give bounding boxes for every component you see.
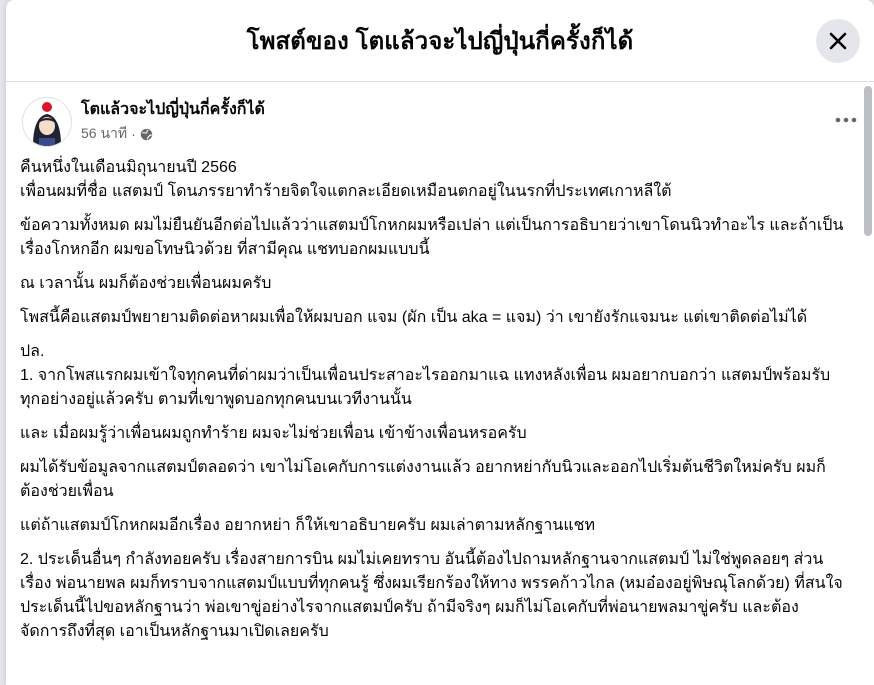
post-text-line: ณ เวลานั้น ผมก็ต้องช่วยเพื่อนผมครับ — [20, 275, 272, 292]
post-paragraph — [20, 272, 844, 296]
post-text-line: 1. จากโพสแรกผมเข้าใจทุกคนที่ด่าผมว่าเป็นเพื่อนประสาอะไรออกมาแฉ แทงหลังเพื่อน ผมอยากบอกว่า แสตมป์พร้อมรับทุกอย่างอยู่แล้วครับ ตามที่เขาพูดบอกทุกคนบนเวทีงานนั้น — [20, 367, 831, 408]
avatar[interactable] — [22, 97, 72, 147]
scrollbar-thumb[interactable] — [864, 86, 872, 236]
post-header — [6, 82, 874, 156]
post-paragraph — [20, 548, 844, 644]
post-author[interactable]: โตแล้วจะไปญี่ปุ่นกี่ครั้งก็ได้ — [81, 101, 265, 118]
post-text-line: 2. ประเด็นอื่นๆ กำลังทอยครับ เรื่องสายการบิน ผมไม่เคยทราบ อันนี้ต้องไปถามหลักฐานจากแสตมป์ ไม่ใช่พูดลอยๆ ส่วนเรื่อง พ่อนายพล ผมก็ทราบจากแสตมป์แบบที่ทุกคนรู้ ซึ่งผมเรียกร้องให้ทาง พรรคก้าวไกล (หมอ๋องอยู่พิษณุโลกด้วย) ที่สนใจประเด็นนี้ไปขอหลักฐานว่า พ่อเขาขู่อย่างไรจากแสตมป์ครับ ถ้ามีจริงๆ ผมก็ไม่โอเคกับที่พ่อนายพลมาขู่ครับ และต้องจัดการถึงที่สุด เอาเป็นหลักฐานมาเปิดเลยครับ — [20, 551, 843, 640]
modal-header — [6, 0, 874, 82]
post-paragraph — [20, 214, 844, 262]
post-scroll-area[interactable] — [6, 82, 874, 685]
post-paragraph — [20, 340, 844, 412]
post-text-line: โพสนี้คือแสตมป์พยายามติดต่อหาผมเพื่อให้ผมบอก แจม (ผัก เป็น aka = แจม) ว่า เขายังรักแจมนะ แต่เขาติดต่อไม่ได้ — [20, 309, 808, 326]
post-paragraph — [20, 156, 844, 204]
meta-separator: · — [131, 126, 136, 142]
post-paragraph — [20, 422, 844, 446]
close-icon — [827, 30, 849, 52]
modal-title: โพสต์ของ โตแล้วจะไปญี่ปุ่นกี่ครั้งก็ได้ — [246, 28, 634, 55]
post-text-line: ผมได้รับข้อมูลจากแสตมป์ตลอดว่า เขาไม่โอเคกับการแต่งงานแล้ว อยากหย่ากับนิวและออกไปเริ่มต้นชีวิตใหม่ครับ ผมก็ต้องช่วยเพื่อน — [20, 459, 826, 500]
post-text-line: ข้อความทั้งหมด ผมไม่ยืนยันอีกต่อไปแล้วว่าแสตมป์โกหกผมหรือเปล่า แต่เป็นการอธิบายว่าเขาโดนนิวทำอะไร และถ้าเป็นเรื่องโกหกอีก ผมขอโทษนิวด้วย ที่สามีคุณ แชทบอกผมแบบนี้ — [20, 217, 844, 258]
post-paragraph — [20, 306, 844, 330]
post-meta — [81, 123, 153, 145]
post-paragraph — [20, 514, 844, 538]
post-text-line: คืนหนึ่งในเดือนมิถุนายนปี 2566 — [20, 159, 237, 176]
close-button[interactable] — [816, 19, 860, 63]
post-time[interactable]: 56 นาที — [81, 125, 128, 141]
globe-icon — [140, 128, 153, 141]
post-text-line: แต่ถ้าแสตมป์โกหกผมอีกเรื่อง อยากหย่า ก็ให้เขาอธิบายครับ ผมเล่าตามหลักฐานแชท — [20, 517, 596, 534]
more-options-button[interactable] — [828, 102, 864, 138]
post-text-line: ปล. — [20, 343, 45, 360]
post-paragraph — [20, 456, 844, 504]
more-options-icon — [835, 117, 857, 123]
post-text-line: เพื่อนผมที่ชื่อ แสตมป์ โดนภรรยาทำร้ายจิตใจแตกละเอียดเหมือนตกอยู่ในนรกที่ประเทศเกาหลีใต้ — [20, 183, 672, 200]
post-modal — [6, 0, 874, 685]
post-body — [6, 156, 874, 644]
post-text-line: และ เมื่อผมรู้ว่าเพื่อนผมถูกทำร้าย ผมจะไม่ช่วยเพื่อน เข้าข้างเพื่อนหรอครับ — [20, 425, 527, 442]
avatar-image — [23, 98, 71, 146]
